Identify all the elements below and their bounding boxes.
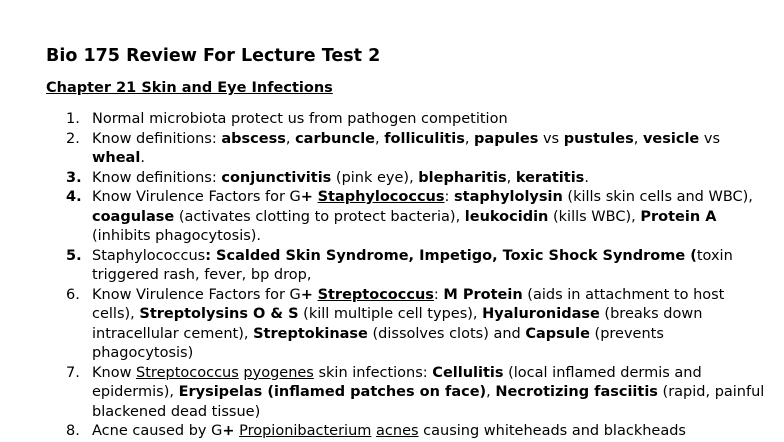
text-run: causing whiteheads and blackheads	[418, 423, 686, 439]
text-run: (breaks down intracellular cement),	[92, 306, 703, 342]
text-run: (pink eye),	[331, 169, 419, 186]
text-run: (prevents phagocytosis)	[92, 325, 664, 361]
list-item-number: 8.	[66, 423, 80, 439]
text-run: pyogenes	[243, 364, 314, 381]
text-run: (aids in attachment to host cells),	[92, 286, 725, 322]
chapter-heading: Chapter 21 Skin and Eye Infections	[46, 80, 333, 96]
list-item	[66, 364, 766, 423]
list-item-number: 2.	[66, 130, 80, 147]
list-item	[66, 130, 766, 169]
text-run: coagulase	[92, 208, 175, 225]
list-item	[66, 422, 766, 442]
text-run: (rapid, painful blackened dead tissue)	[92, 384, 765, 420]
text-run: ,	[464, 130, 475, 147]
text-run: blepharitis	[418, 169, 507, 186]
text-run: papules	[474, 130, 539, 147]
text-run: conjunctivitis	[221, 169, 332, 186]
text-run: +	[300, 286, 313, 303]
text-run: Cellulitis	[432, 364, 504, 381]
list-item-number: 4.	[66, 189, 82, 205]
text-run: Staphylococcus	[92, 247, 206, 264]
list-item	[66, 188, 766, 247]
text-run: Streptococcus	[136, 364, 239, 381]
text-run: ,	[285, 130, 296, 147]
text-run: staphylolysin	[454, 189, 563, 205]
list-item	[66, 286, 766, 364]
text-run: acnes	[376, 423, 419, 439]
text-run: vs	[699, 130, 721, 147]
text-run: Streptolysins O & S	[139, 306, 299, 322]
list-item	[66, 169, 766, 189]
text-run: Streptococcus	[317, 286, 434, 303]
text-run: :	[433, 286, 444, 303]
text-run: (activates clotting to protect bacteria),	[174, 208, 465, 225]
text-run: Know definitions:	[92, 130, 222, 147]
list-item-number: 7.	[66, 364, 80, 381]
text-run: Normal microbiota protect us from pathogen competition	[92, 111, 508, 127]
text-run: skin infections:	[313, 364, 433, 381]
list-item	[66, 247, 766, 286]
text-run: (dissolves clots) and	[367, 325, 526, 342]
text-run: toxin triggered rash, fever, bp drop,	[92, 247, 733, 283]
text-run: keratitis	[515, 169, 585, 186]
text-run: Know	[92, 364, 137, 381]
text-run: (local inflamed dermis and epidermis),	[92, 364, 702, 400]
text-run: Know definitions:	[92, 169, 222, 186]
text-run: Know Virulence Factors for G	[92, 189, 301, 205]
text-run: M Protein	[443, 286, 523, 303]
text-run: carbuncle	[295, 130, 376, 147]
text-run: pustules	[563, 130, 634, 147]
text-run: ,	[486, 384, 496, 400]
text-run: (inhibits phagocytosis).	[92, 228, 262, 244]
text-run: Staphylococcus	[317, 189, 445, 205]
list-item	[66, 110, 766, 130]
text-run: Streptokinase	[253, 325, 368, 342]
document-title: Bio 175 Review For Lecture Test 2	[46, 46, 381, 66]
text-run: Protein A	[640, 208, 717, 225]
text-run: ,	[375, 130, 385, 147]
text-run: ,	[633, 130, 643, 147]
list-item-number: 6.	[66, 286, 80, 303]
text-run: (kills skin cells and WBC),	[562, 189, 753, 205]
text-run: .	[584, 169, 589, 186]
text-run: :	[444, 189, 455, 205]
text-run: Erysipelas (inflamed patches on face)	[178, 384, 487, 400]
text-run: Propionibacterium	[239, 423, 372, 439]
text-run: ,	[506, 169, 516, 186]
text-run: Acne caused by G	[92, 423, 223, 439]
text-run: +	[222, 423, 235, 439]
text-run: Necrotizing fasciitis	[495, 384, 658, 400]
text-run: Know Virulence Factors for G	[92, 286, 301, 303]
list-item-number: 1.	[66, 111, 80, 127]
text-run: wheal	[92, 150, 141, 166]
text-run: folliculitis	[384, 130, 465, 147]
text-run: (kill multiple cell types),	[298, 306, 483, 322]
review-list	[66, 110, 766, 442]
text-run: Hyaluronidase	[482, 306, 600, 322]
list-item-number: 3.	[66, 169, 82, 186]
text-run: Capsule	[525, 325, 590, 342]
text-run: vs	[538, 130, 564, 147]
text-run: +	[300, 189, 313, 205]
text-run: leukocidin	[464, 208, 549, 225]
text-run: .	[140, 150, 145, 166]
text-run: : Scalded Skin Syndrome, Impetigo, Toxic Shock Syndrome (	[205, 247, 697, 264]
text-run: (kills WBC),	[548, 208, 641, 225]
text-run: vesicle	[642, 130, 700, 147]
text-run: abscess	[221, 130, 286, 147]
list-item-number: 5.	[66, 247, 82, 264]
